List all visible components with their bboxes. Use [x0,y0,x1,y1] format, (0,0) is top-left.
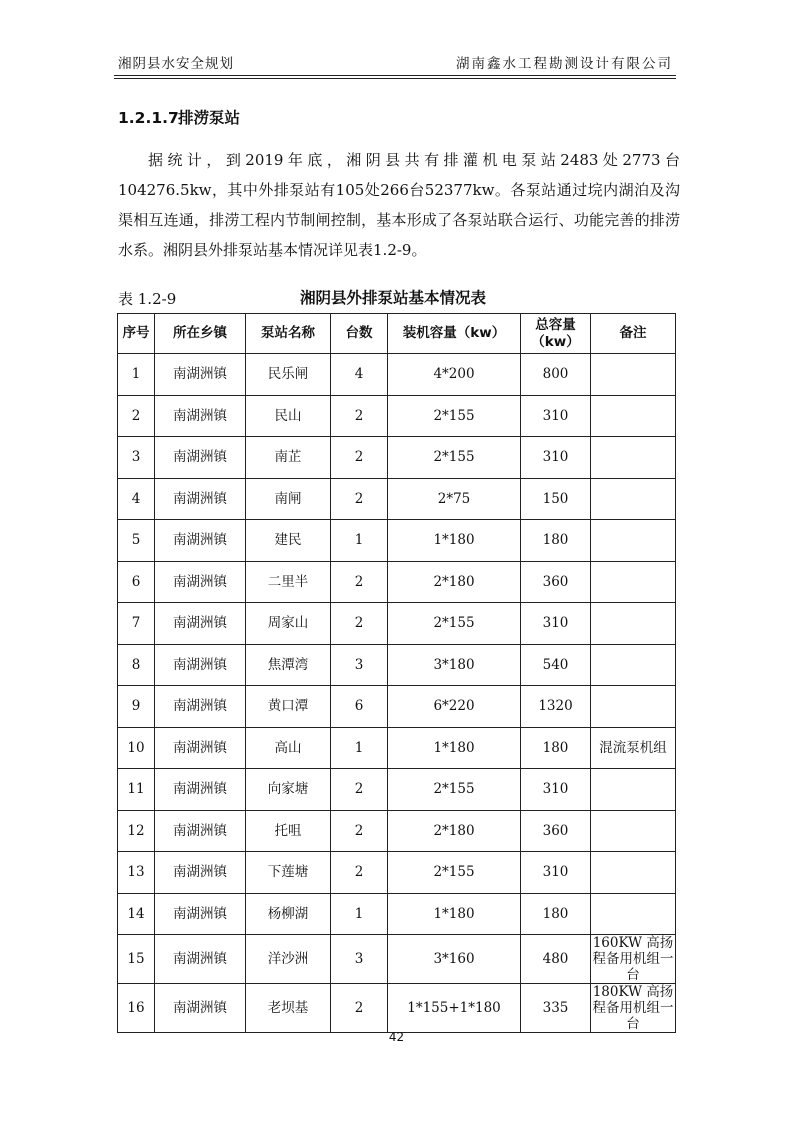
cell-remarks: 180KW 高扬程备用机组一台 [592,984,674,1032]
table-caption-number: 表 1.2-9 [118,290,177,308]
cell-station: 建民 [246,520,331,562]
cell-remarks [591,852,676,894]
cell-town: 南湖洲镇 [155,354,246,396]
cell-units: 3 [331,644,388,686]
cell-remarks: 混流泵机组 [591,727,676,769]
table-row [118,769,676,811]
cell-capacity: 6*220 [388,686,521,728]
table-row [118,935,676,984]
cell-town: 南湖洲镇 [155,727,246,769]
cell-index: 10 [118,727,155,769]
cell-town: 南湖洲镇 [155,769,246,811]
cell-total: 150 [521,478,591,520]
cell-capacity: 4*200 [388,354,521,396]
cell-station: 杨柳湖 [246,893,331,935]
cell-town: 南湖洲镇 [155,437,246,479]
table-row [118,437,676,479]
cell-index: 15 [118,935,155,984]
cell-capacity: 2*180 [388,561,521,603]
cell-capacity: 1*180 [388,727,521,769]
table-caption-title: 湘阴县外排泵站基本情况表 [300,289,487,307]
header-rule [114,75,676,76]
cell-station: 托咀 [246,810,331,852]
cell-capacity: 2*155 [388,437,521,479]
header-cell-remarks: 备注 [591,314,676,354]
cell-index: 11 [118,769,155,811]
cell-units: 2 [331,561,388,603]
cell-units: 1 [331,520,388,562]
header-cell-station: 泵站名称 [246,314,331,354]
section-title: 排涝泵站 [178,109,241,127]
cell-index: 4 [118,478,155,520]
cell-station: 高山 [246,727,331,769]
cell-total: 360 [521,810,591,852]
cell-total: 1320 [521,686,591,728]
cell-town: 南湖洲镇 [155,686,246,728]
page-number: 42 [388,1030,405,1044]
section-heading [118,106,240,128]
cell-units: 2 [331,478,388,520]
header-cell-town: 所在乡镇 [155,314,246,354]
cell-units: 2 [331,852,388,894]
cell-total: 480 [521,935,591,984]
table-row [118,520,676,562]
cell-remarks [591,769,676,811]
table-row [118,893,676,935]
cell-total: 180 [521,520,591,562]
cell-total: 540 [521,644,591,686]
table-row [118,395,676,437]
cell-town: 南湖洲镇 [155,984,246,1033]
table-row [118,852,676,894]
cell-town: 南湖洲镇 [155,561,246,603]
cell-total: 310 [521,852,591,894]
header-cell-index: 序号 [118,314,155,354]
cell-capacity: 1*155+1*180 [388,984,521,1033]
cell-town: 南湖洲镇 [155,935,246,984]
cell-station: 民山 [246,395,331,437]
cell-remarks [591,478,676,520]
cell-index: 5 [118,520,155,562]
cell-town: 南湖洲镇 [155,520,246,562]
cell-capacity: 2*75 [388,478,521,520]
cell-station: 焦潭湾 [246,644,331,686]
cell-capacity: 2*155 [388,395,521,437]
cell-capacity: 3*180 [388,644,521,686]
cell-station: 南闸 [246,478,331,520]
cell-index: 12 [118,810,155,852]
body-text [118,145,680,265]
header-right: 湖南鑫水工程勘测设计有限公司 [456,56,673,72]
table-row [118,478,676,520]
header-left: 湘阴县水安全规划 [118,56,234,72]
cell-remarks [591,437,676,479]
table-row [118,603,676,645]
cell-remarks [591,893,676,935]
table-row [118,984,676,1033]
cell-station: 黄口潭 [246,686,331,728]
table-row [118,686,676,728]
table-row [118,810,676,852]
cell-station: 二里半 [246,561,331,603]
cell-town: 南湖洲镇 [155,893,246,935]
cell-town: 南湖洲镇 [155,478,246,520]
cell-index: 16 [118,984,155,1033]
cell-town: 南湖洲镇 [155,852,246,894]
cell-units: 1 [331,893,388,935]
cell-station: 周家山 [246,603,331,645]
cell-index: 8 [118,644,155,686]
cell-remarks [591,810,676,852]
cell-town: 南湖洲镇 [155,810,246,852]
cell-remarks [591,561,676,603]
paragraph: 据统计，到2019年底，湘阴县共有排灌机电泵站2483处2773台104276.5kw，其中外排泵站有105处266台52377kw。各泵站通过垸内湖泊及沟渠相互连通，排涝工程内节制闸控制，基本形成了各泵站联合运行、功能完善的排涝水系。湘阴县外排泵站基本情况详见表1.2-9。 [118,151,680,259]
cell-station: 洋沙洲 [246,935,331,984]
cell-remarks [591,354,676,396]
cell-total: 335 [521,984,591,1033]
cell-index: 1 [118,354,155,396]
table-row [118,354,676,396]
cell-units: 6 [331,686,388,728]
cell-capacity: 2*155 [388,852,521,894]
cell-station: 民乐闸 [246,354,331,396]
cell-total: 310 [521,769,591,811]
cell-town: 南湖洲镇 [155,395,246,437]
pump-station-table [117,313,676,1033]
cell-units: 2 [331,810,388,852]
cell-total: 310 [521,603,591,645]
cell-capacity: 2*155 [388,603,521,645]
cell-index: 13 [118,852,155,894]
header-cell-total: 总容量（kw） [521,314,591,354]
cell-units: 2 [331,437,388,479]
cell-total: 310 [521,395,591,437]
table-row [118,727,676,769]
cell-station: 向家塘 [246,769,331,811]
cell-index: 9 [118,686,155,728]
cell-units: 4 [331,354,388,396]
cell-index: 6 [118,561,155,603]
header-rule-double [114,78,676,79]
cell-town: 南湖洲镇 [155,644,246,686]
cell-units: 1 [331,727,388,769]
cell-capacity: 2*155 [388,769,521,811]
header-cell-units: 台数 [331,314,388,354]
cell-capacity: 3*160 [388,935,521,984]
table-row [118,644,676,686]
cell-units: 2 [331,769,388,811]
cell-total: 360 [521,561,591,603]
cell-town: 南湖洲镇 [155,603,246,645]
cell-remarks [591,603,676,645]
cell-capacity: 1*180 [388,893,521,935]
cell-index: 2 [118,395,155,437]
table-row [118,561,676,603]
cell-station: 南芷 [246,437,331,479]
header-cell-capacity: 装机容量（kw） [388,314,521,354]
table-header-row [118,314,676,354]
cell-total: 180 [521,893,591,935]
cell-capacity: 2*180 [388,810,521,852]
cell-index: 3 [118,437,155,479]
cell-remarks: 160KW 高扬程备用机组一台 [592,935,674,983]
cell-units: 3 [331,935,388,984]
cell-remarks [591,395,676,437]
cell-remarks [591,686,676,728]
cell-index: 14 [118,893,155,935]
cell-units: 2 [331,984,388,1033]
cell-total: 310 [521,437,591,479]
cell-units: 2 [331,603,388,645]
cell-remarks [591,520,676,562]
cell-capacity: 1*180 [388,520,521,562]
cell-station: 下莲塘 [246,852,331,894]
cell-total: 800 [521,354,591,396]
cell-remarks [591,644,676,686]
cell-station: 老坝基 [246,984,331,1033]
cell-total: 180 [521,727,591,769]
cell-units: 2 [331,395,388,437]
section-number: 1.2.1.7 [118,109,179,127]
cell-index: 7 [118,603,155,645]
